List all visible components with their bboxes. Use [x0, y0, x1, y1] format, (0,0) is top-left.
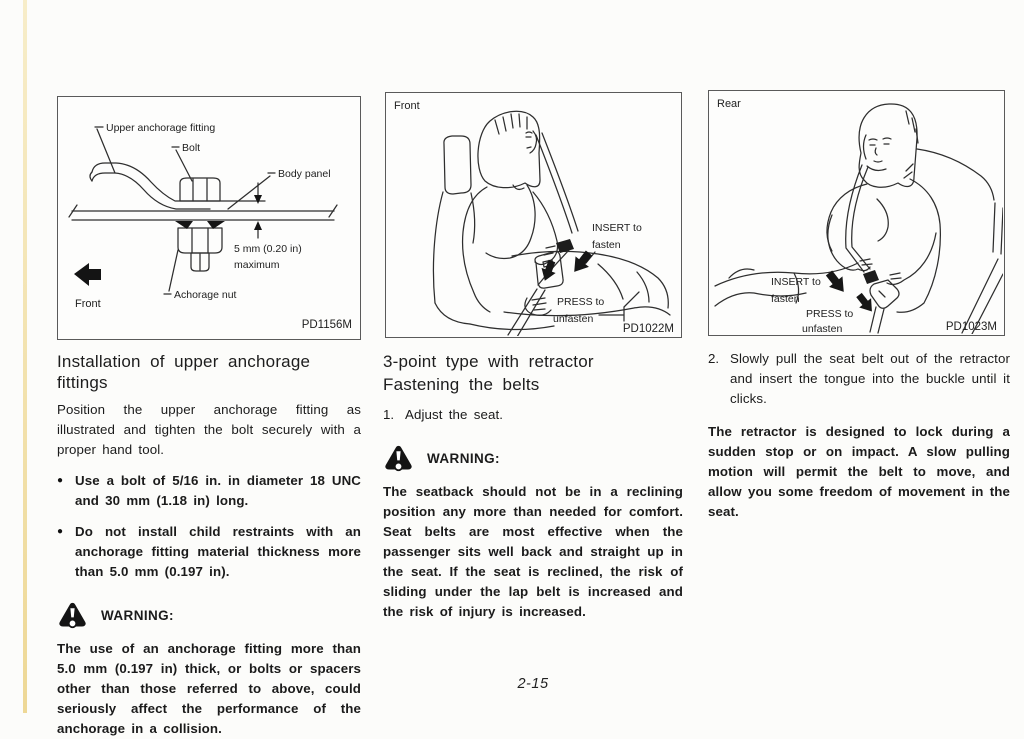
warning-triangle-icon [57, 601, 88, 630]
dimension-arrow-up-icon [254, 221, 262, 230]
fig1-label-front: Front [75, 298, 101, 310]
fig1-label-body-panel: Body panel [278, 168, 331, 180]
step-2-text: Slowly pull the seat belt out of the retractor and insert the tongue into the buckle until it clicks. [730, 351, 1010, 406]
fig1-code: PD1156M [301, 319, 352, 331]
heading-3-point-type: 3-point type with retractor [383, 352, 594, 371]
fig2-label-insert-2: fasten [592, 239, 621, 251]
heading-fastening-belts: Fastening the belts [383, 374, 540, 394]
fig2-label-insert-1: INSERT to [592, 222, 642, 234]
column-retractor [708, 349, 1010, 522]
fig2-code: PD1022M [622, 323, 674, 335]
belt-tongue [863, 270, 879, 284]
fig1-label-anchorage-nut: Achorage nut [174, 289, 237, 301]
warning-label: WARNING: [427, 451, 500, 467]
fig2-label-front: Front [394, 100, 420, 112]
bullet-bolt-spec [57, 471, 361, 511]
anchorage-diagram-linework [69, 127, 337, 294]
bullet-child-restraint-text: Do not install child restraints with an anchorage fitting material thickness more than 5.0 mm (0.197 in). [75, 524, 361, 580]
fig1-label-dimension: 5 mm (0.20 in) [234, 243, 302, 255]
warning-seatback-text: The seatback should not be in a reclining position any more than needed for comfort. Seat belts are most effective when the passenger sits well back and straight up in the seat. If the seat is reclined, the risk of sliding under the lap belt is increased and the risk of injury is increased. [383, 484, 683, 620]
page-edge-strip [23, 0, 27, 713]
warning-anchorage-text: The use of an anchorage fitting more than 5.0 mm (0.197 in) thick, or bolts or spacers other than those referred to above, could seriously affect the performance of the anchorage in a collision. [57, 640, 361, 736]
column-installation [57, 352, 361, 739]
fig3-label-rear: Rear [717, 98, 741, 110]
warning-header [383, 444, 683, 473]
warning-label: WARNING: [101, 607, 174, 623]
page-number: 2-15 [517, 676, 549, 692]
dimension-arrow-down-icon [254, 195, 262, 204]
heading-installation: Installation of upper anchorage fittings [57, 352, 311, 392]
step-1-text: Adjust the seat. [405, 407, 504, 423]
figure-front-seat-belt [385, 92, 682, 338]
step-2 [708, 349, 1010, 409]
bullet-dot-icon: ● [57, 475, 64, 487]
fig2-label-press-1: PRESS to [557, 296, 605, 308]
bullet-dot-icon: ● [57, 526, 64, 538]
fig1-label-upper-anchorage-fitting: Upper anchorage fitting [106, 122, 216, 134]
fig1-label-bolt: Bolt [182, 142, 201, 154]
step-1-number: 1. [383, 407, 395, 423]
step-1 [383, 405, 683, 425]
paragraph-retractor-lock: The retractor is designed to lock during a sudden stop or on impact. A slow pulling motion will permit the belt to move, and allow you some freedom of movement in the seat. [708, 423, 1010, 519]
column-fastening [383, 352, 683, 622]
fig3-label-press-2: unfasten [802, 323, 843, 334]
step-2-number: 2. [708, 351, 720, 366]
warning-triangle-icon [383, 444, 414, 473]
figure-upper-anchorage-diagram [57, 96, 361, 340]
fig2-label-press-2: unfasten [553, 313, 594, 325]
fig3-label-insert-1: INSERT to [771, 276, 821, 288]
bullet-child-restraint [57, 522, 361, 582]
press-arrow-icon [538, 258, 559, 283]
bullet-bolt-spec-text: Use a bolt of 5/16 in. in diameter 18 UNC and 30 mm (1.18 in) long. [75, 473, 361, 509]
figure-rear-seat-belt [708, 90, 1005, 336]
fig3-code: PD1023M [945, 321, 997, 333]
front-direction-arrow-icon [74, 263, 101, 286]
fig3-label-press-1: PRESS to [806, 308, 854, 320]
warning-header [57, 601, 361, 630]
fig3-label-insert-2: fasten [771, 293, 800, 305]
paragraph-position-fitting: Position the upper anchorage fitting as illustrated and tighten the bolt securely with a proper hand tool. [57, 402, 361, 458]
fig1-label-maximum: maximum [234, 259, 280, 271]
